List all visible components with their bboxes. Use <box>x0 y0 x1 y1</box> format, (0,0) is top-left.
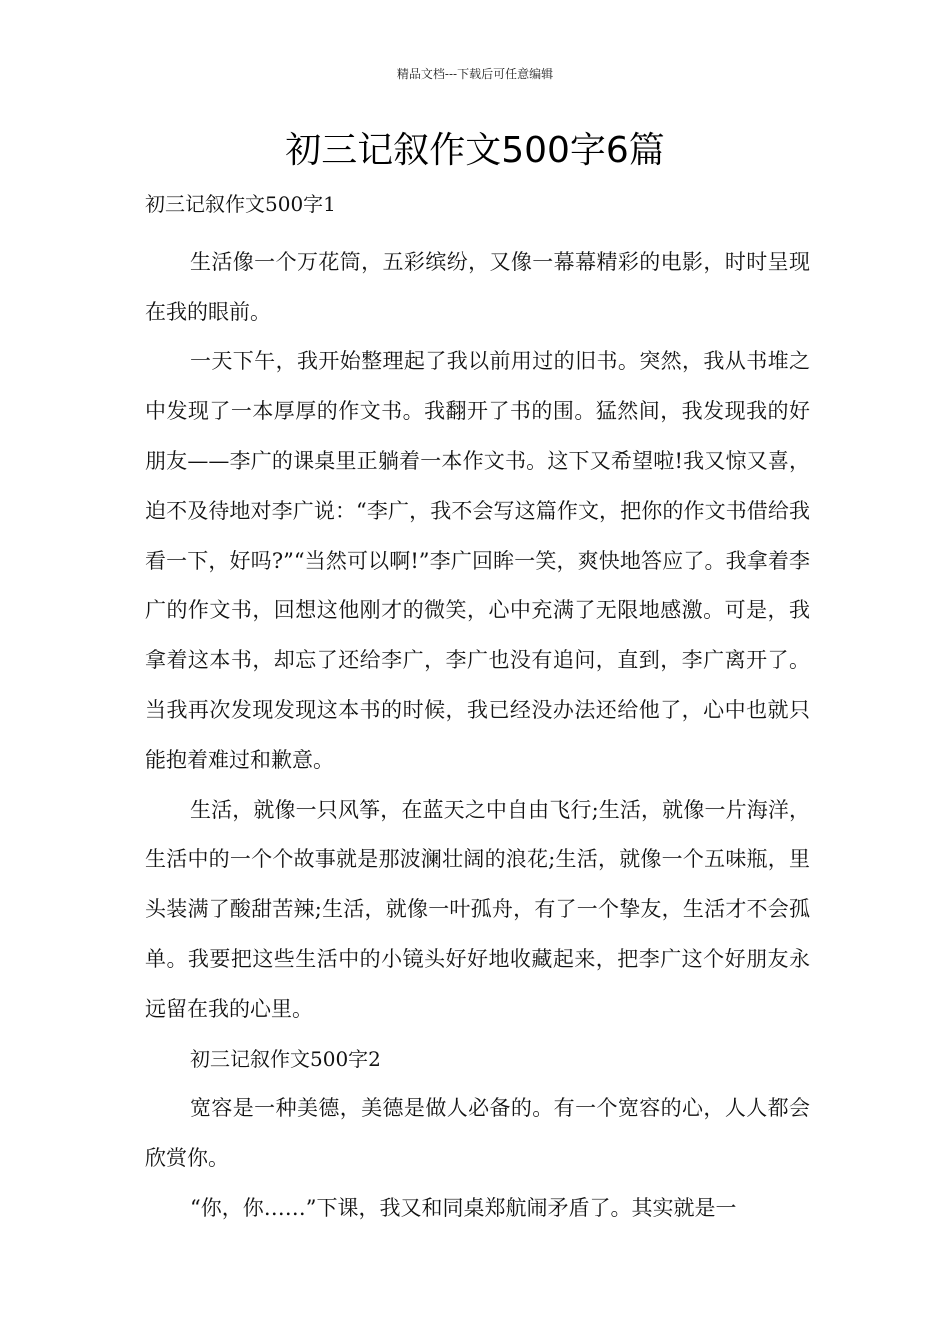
paragraph: 宽容是一种美德，美德是做人必备的。有一个宽容的心，人人都会欣赏你。 <box>145 1096 810 1171</box>
paragraph: 一天下午，我开始整理起了我以前用过的旧书。突然，我从书堆之中发现了一本厚厚的作文书。我翻开了书的围。猛然间，我发现我的好朋友——李广的课桌里正躺着一本作文书。这下又希望啦!我又惊又喜，迫不及待地对李广说：“李广，我不会写这篇作文，把你的作文书借给我看一下，好吗?”“当然可以啊!”李广回眸一笑，爽快地答应了。我拿着李广的作文书，回想这他刚才的微笑，心中充满了无限地感激。可是，我拿着这本书，却忘了还给李广，李广也没有追问，直到，李广离开了。当我再次发现发现这本书的时候，我已经没办法还给他了，心中也就只能抱着难过和歉意。 <box>145 349 810 772</box>
paragraph: “你，你……”下课，我又和同桌郑航闹矛盾了。其实就是一 <box>190 1195 737 1220</box>
document-body <box>145 180 810 1234</box>
paragraph: 生活，就像一只风筝，在蓝天之中自由飞行;生活，就像一片海洋，生活中的一个个故事就是那波澜壮阔的浪花;生活，就像一个五味瓶，里头装满了酸甜苦辣;生活，就像一叶孤舟，有了一个挚友，生活才不会孤单。我要把这些生活中的小镜头好好地收藏起来，把李广这个好朋友永远留在我的心里。 <box>145 797 810 1021</box>
page-header-note: 精品文档---下载后可任意编辑 <box>396 67 554 81</box>
section-heading-1: 初三记叙作文500字1 <box>145 192 336 216</box>
section-heading-2: 初三记叙作文500字2 <box>190 1046 381 1071</box>
paragraph: 生活像一个万花筒，五彩缤纷，又像一幕幕精彩的电影，时时呈现在我的眼前。 <box>145 249 810 324</box>
document-title: 初三记叙作文500字6篇 <box>285 130 665 171</box>
